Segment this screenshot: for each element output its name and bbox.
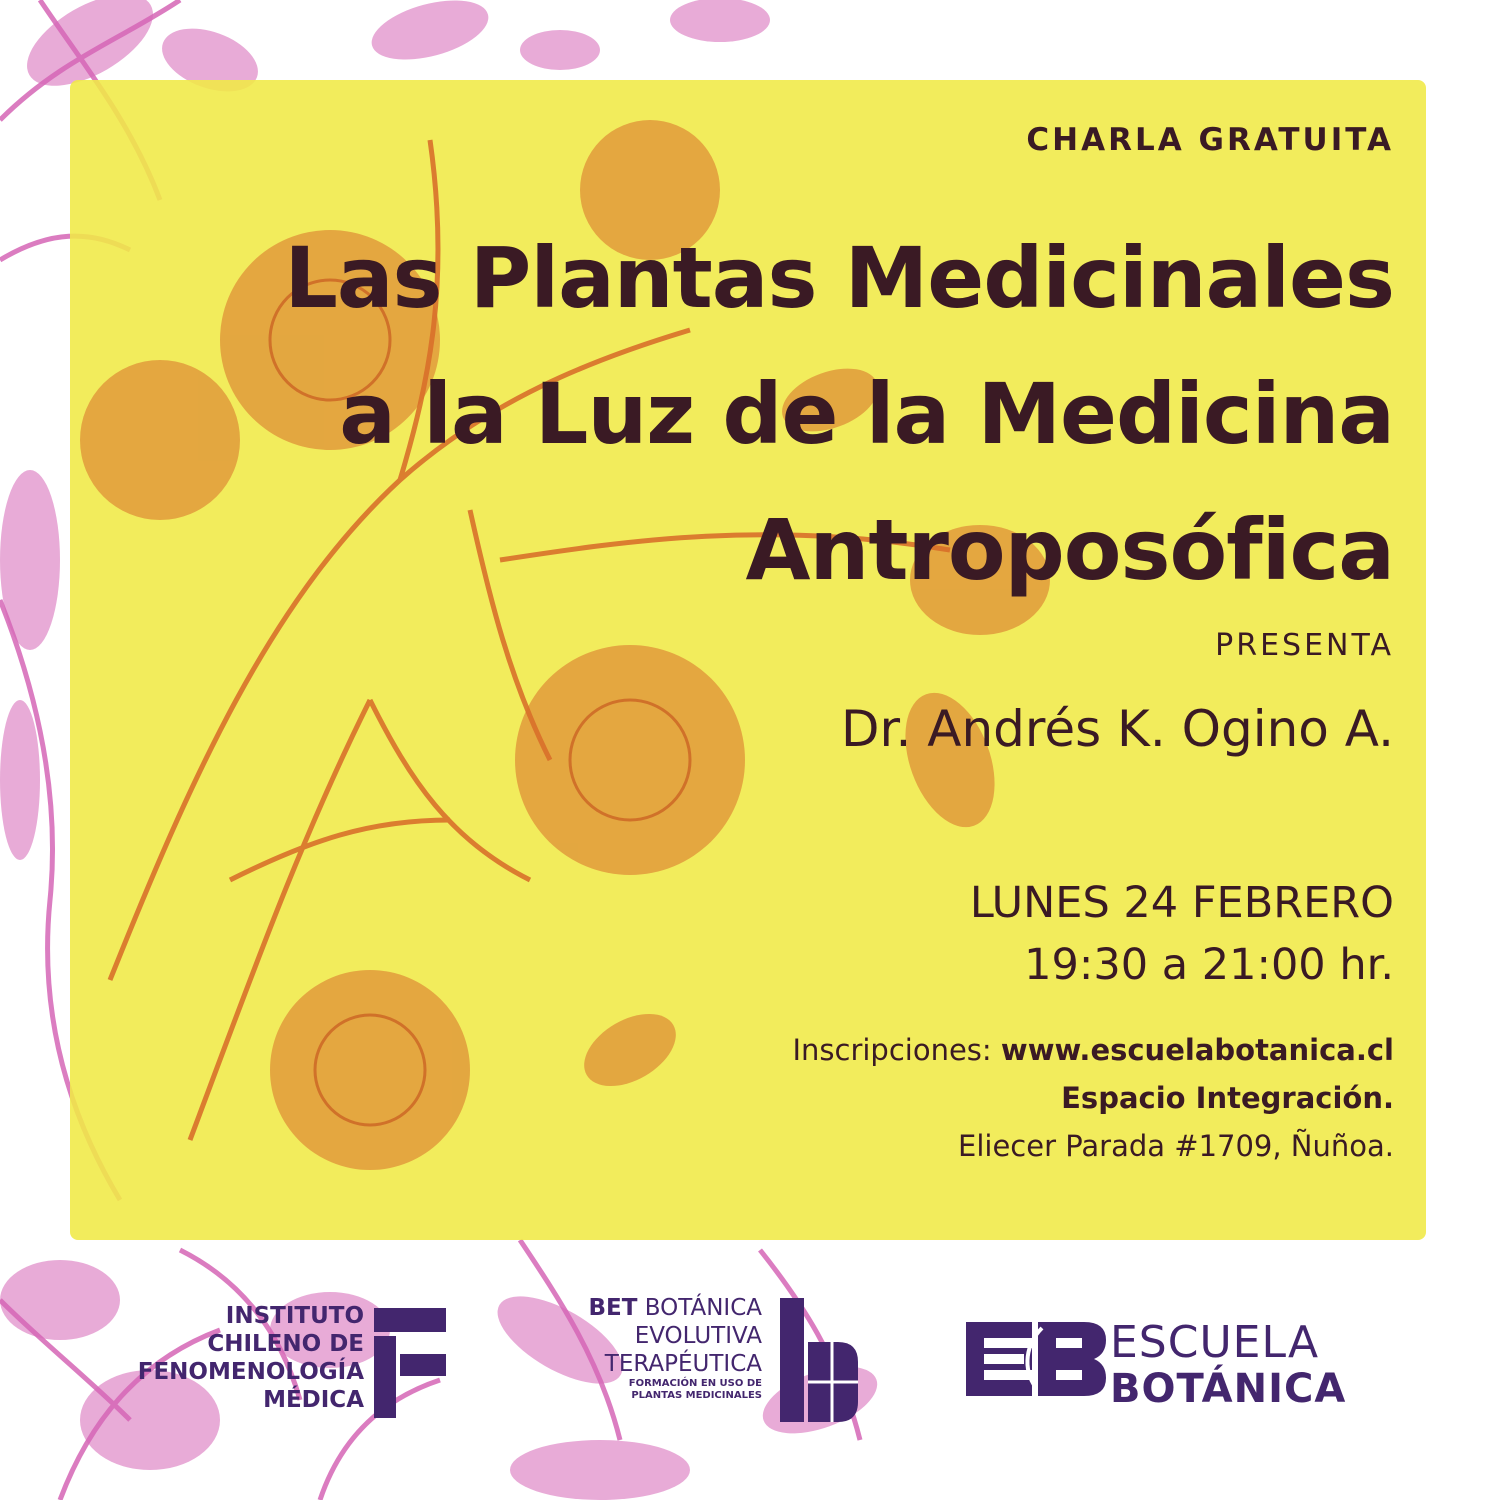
website-link[interactable]: www.escuelabotanica.cl (1000, 1033, 1394, 1067)
event-date: LUNES 24 FEBRERO (969, 878, 1394, 928)
bet-logo-text (500, 1294, 762, 1402)
logo-line: INSTITUTO (225, 1303, 364, 1329)
registration-info (792, 1026, 1394, 1170)
presenta-label: PRESENTA (1215, 628, 1394, 663)
escuela-botanica-wordmark (1110, 1317, 1347, 1412)
logo-line: TERAPÉUTICA (604, 1351, 762, 1377)
speaker-name: Dr. Andrés K. Ogino A. (840, 700, 1394, 758)
event-kicker: CHARLA GRATUITA (1026, 122, 1394, 158)
title-line: a la Luz de la Medicina (339, 365, 1394, 463)
logo-line: MÉDICA (263, 1387, 364, 1413)
event-title (284, 210, 1394, 618)
b-grid-logo-icon (780, 1298, 858, 1422)
logo-line: BOTÁNICA (644, 1295, 762, 1321)
eb-logo-icon (966, 1322, 1106, 1396)
logo-line: ESCUELA (1110, 1317, 1320, 1368)
title-line: Las Plantas Medicinales (284, 229, 1394, 327)
f-grid-logo-icon (374, 1308, 446, 1418)
logo-line: CHILENO DE (207, 1331, 364, 1357)
logo-subline: PLANTAS MEDICINALES (631, 1390, 762, 1401)
event-schedule (970, 872, 1394, 996)
inscripciones-label: Inscripciones: (792, 1033, 992, 1067)
bet-abbr: BET (588, 1295, 638, 1321)
sponsor-logos (0, 1280, 1500, 1500)
instituto-logo-text (110, 1302, 364, 1414)
venue-address: Eliecer Parada #1709, Ñuñoa. (958, 1129, 1394, 1163)
venue-name: Espacio Integración. (1061, 1081, 1394, 1115)
title-line: Antroposófica (745, 501, 1394, 599)
logo-line: FENOMENOLOGÍA (137, 1359, 364, 1385)
event-time: 19:30 a 21:00 hr. (1024, 940, 1394, 990)
logo-line: EVOLUTIVA (634, 1323, 762, 1349)
logo-line: BOTÁNICA (1110, 1366, 1347, 1412)
logo-subline: FORMACIÓN EN USO DE (628, 1378, 762, 1389)
